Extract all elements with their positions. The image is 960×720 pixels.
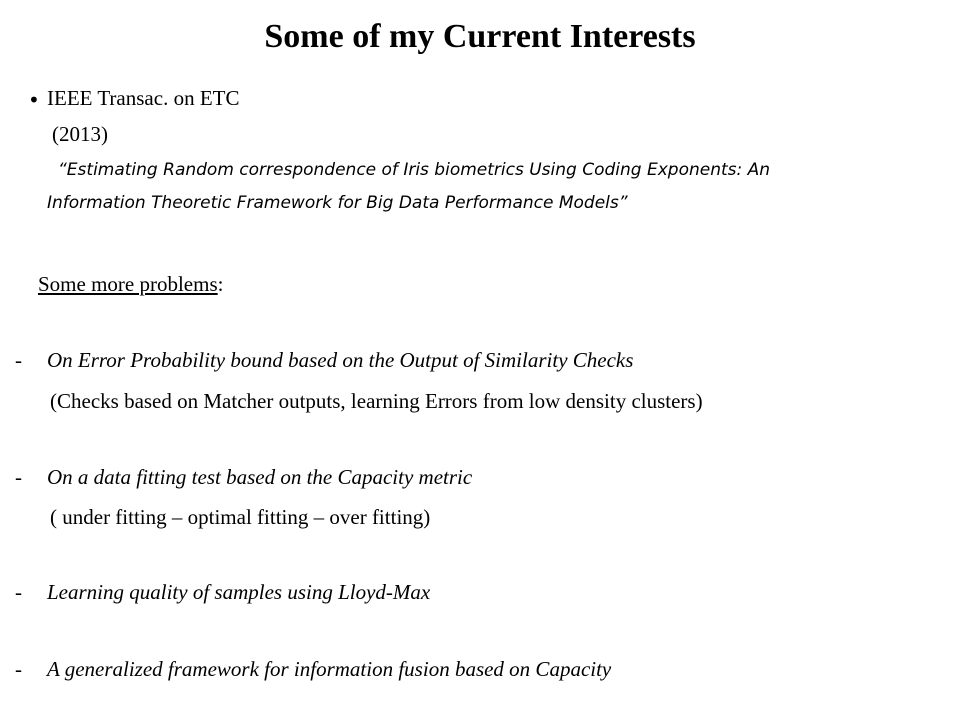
problem-dash: - — [15, 465, 22, 489]
more-problems-heading — [38, 272, 223, 297]
more-problems-colon: : — [217, 272, 224, 296]
problem-item-1: On Error Probability bound based on the Output of Similarity Checks — [47, 348, 634, 372]
problem-dash: - — [15, 657, 22, 681]
publication-year: (2013) — [52, 122, 108, 146]
problem-item-2: On a data fitting test based on the Capacity metric — [47, 465, 473, 489]
problem-item-4: A generalized framework for information fusion based on Capacity — [47, 657, 612, 681]
paper-title-line-1: “Estimating Random correspondence of Iris biometrics Using Coding Exponents: An — [58, 160, 771, 180]
problem-dash: - — [15, 348, 22, 372]
paper-title-line-2: Information Theoretic Framework for Big Data Performance Models” — [47, 193, 628, 213]
problem-note-2: ( under fitting – optimal fitting – over fitting) — [50, 505, 431, 529]
problem-note-1: (Checks based on Matcher outputs, learning Errors from low density clusters) — [50, 389, 703, 413]
journal-name: IEEE Transac. on ETC — [47, 86, 240, 110]
problem-dash: - — [15, 580, 22, 604]
more-problems-label: Some more problems — [38, 272, 218, 296]
problem-item-3: Learning quality of samples using Lloyd-Max — [47, 580, 431, 604]
bullet-dot: • — [28, 88, 40, 112]
slide-title: Some of my Current Interests — [264, 18, 696, 55]
